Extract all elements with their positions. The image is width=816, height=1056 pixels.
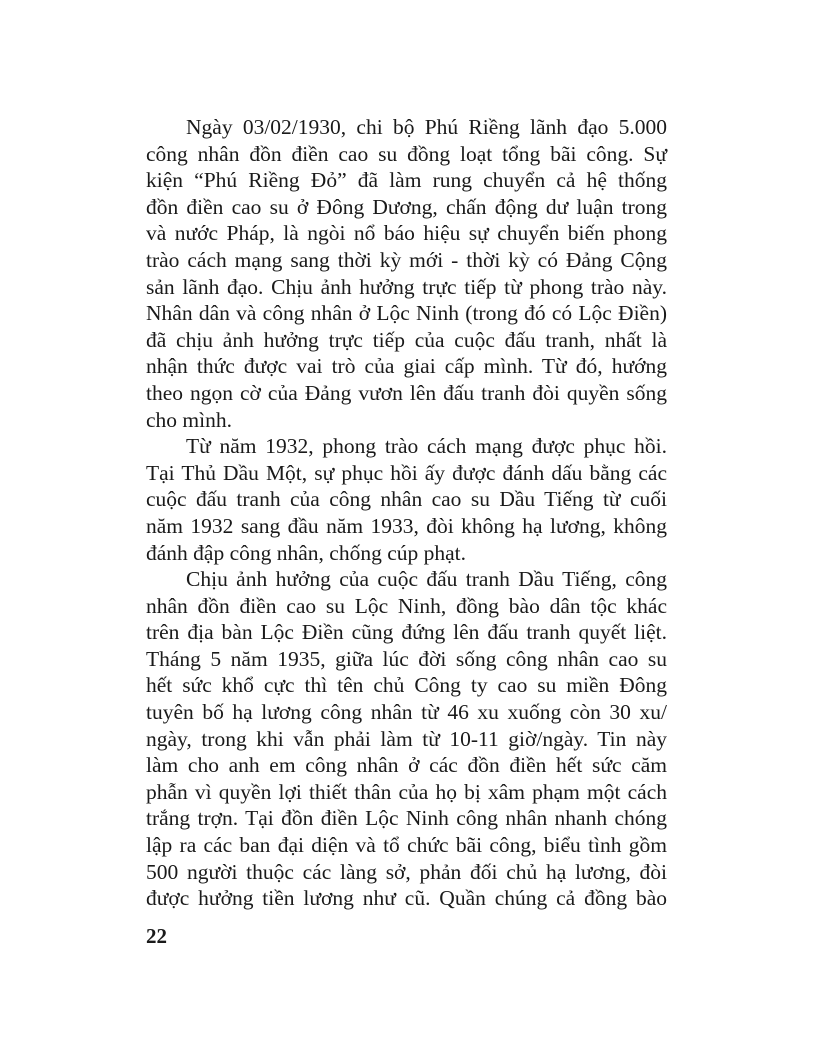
- body-text: [146, 114, 667, 912]
- paragraph-3-line: làm cho anh em công nhân ở các đồn điền hết sức căm: [146, 753, 667, 778]
- paragraph-3-line: tuyên bố hạ lương công nhân từ 46 xu xuống còn 30 xu/: [146, 700, 667, 725]
- paragraph-3-line: Chịu ảnh hưởng của cuộc đấu tranh Dầu Tiếng, công: [186, 567, 667, 592]
- paragraph-1-line: kiện “Phú Riềng Đỏ” đã làm rung chuyển cả hệ thống: [146, 168, 667, 193]
- paragraph-1-line: nhận thức được vai trò của giai cấp mình. Từ đó, hướng: [146, 354, 667, 379]
- paragraph-3-line: Tháng 5 năm 1935, giữa lúc đời sống công nhân cao su: [146, 646, 667, 671]
- paragraph-2-line: cuộc đấu tranh của công nhân cao su Dầu Tiếng từ cuối: [146, 487, 667, 512]
- paragraph-1-line: đã chịu ảnh hưởng trực tiếp của cuộc đấu tranh, nhất là: [146, 327, 667, 352]
- paragraph-1-line: trào cách mạng sang thời kỳ mới - thời kỳ có Đảng Cộng: [146, 247, 667, 272]
- paragraph-2-line: năm 1932 sang đầu năm 1933, đòi không hạ lương, không: [146, 513, 667, 538]
- paragraph-2-line: đánh đập công nhân, chống cúp phạt.: [146, 540, 467, 565]
- paragraph-3-line: ngày, trong khi vẫn phải làm từ 10-11 giờ/ngày. Tin này: [146, 726, 667, 751]
- paragraph-1-line: cho mình.: [146, 407, 232, 432]
- paragraph-2-line: Tại Thủ Dầu Một, sự phục hồi ấy được đánh dấu bằng các: [146, 460, 667, 485]
- paragraph-3-line: hết sức khổ cực thì tên chủ Công ty cao su miền Đông: [146, 673, 667, 698]
- paragraph-1-line: theo ngọn cờ của Đảng vươn lên đấu tranh đòi quyền sống: [146, 380, 667, 405]
- paragraph-1-line: sản lãnh đạo. Chịu ảnh hưởng trực tiếp từ phong trào này.: [146, 274, 667, 299]
- paragraph-1-line: công nhân đồn điền cao su đồng loạt tổng bãi công. Sự: [146, 141, 667, 166]
- paragraph-1-line: Ngày 03/02/1930, chi bộ Phú Riềng lãnh đạo 5.000: [186, 115, 667, 139]
- paragraph-1-line: Nhân dân và công nhân ở Lộc Ninh (trong đó có Lộc Điền): [146, 301, 667, 326]
- page-number: 22: [146, 924, 167, 948]
- paragraph-3-line: lập ra các ban đại diện và tổ chức bãi công, biểu tình gồm: [146, 833, 667, 858]
- paragraph-3-line: trên địa bàn Lộc Điền cũng đứng lên đấu tranh quyết liệt.: [146, 620, 667, 645]
- paragraph-1-line: và nước Pháp, là ngòi nổ báo hiệu sự chuyển biến phong: [146, 221, 667, 246]
- paragraph-3-line: trắng trợn. Tại đồn điền Lộc Ninh công nhân nhanh chóng: [146, 806, 667, 831]
- paragraph-1-line: đồn điền cao su ở Đông Dương, chấn động dư luận trong: [146, 194, 667, 219]
- paragraph-3-line: phẫn vì quyền lợi thiết thân của họ bị xâm phạm một cách: [146, 779, 667, 804]
- paragraph-3-line: được hưởng tiền lương như cũ. Quần chúng cả đồng bào: [146, 886, 667, 911]
- paragraph-2-line: Từ năm 1932, phong trào cách mạng được phục hồi.: [186, 434, 667, 459]
- paragraph-3-line: 500 người thuộc các làng sở, phản đối chủ hạ lương, đòi: [146, 859, 667, 884]
- paragraph-3-line: nhân đồn điền cao su Lộc Ninh, đồng bào dân tộc khác: [146, 593, 667, 618]
